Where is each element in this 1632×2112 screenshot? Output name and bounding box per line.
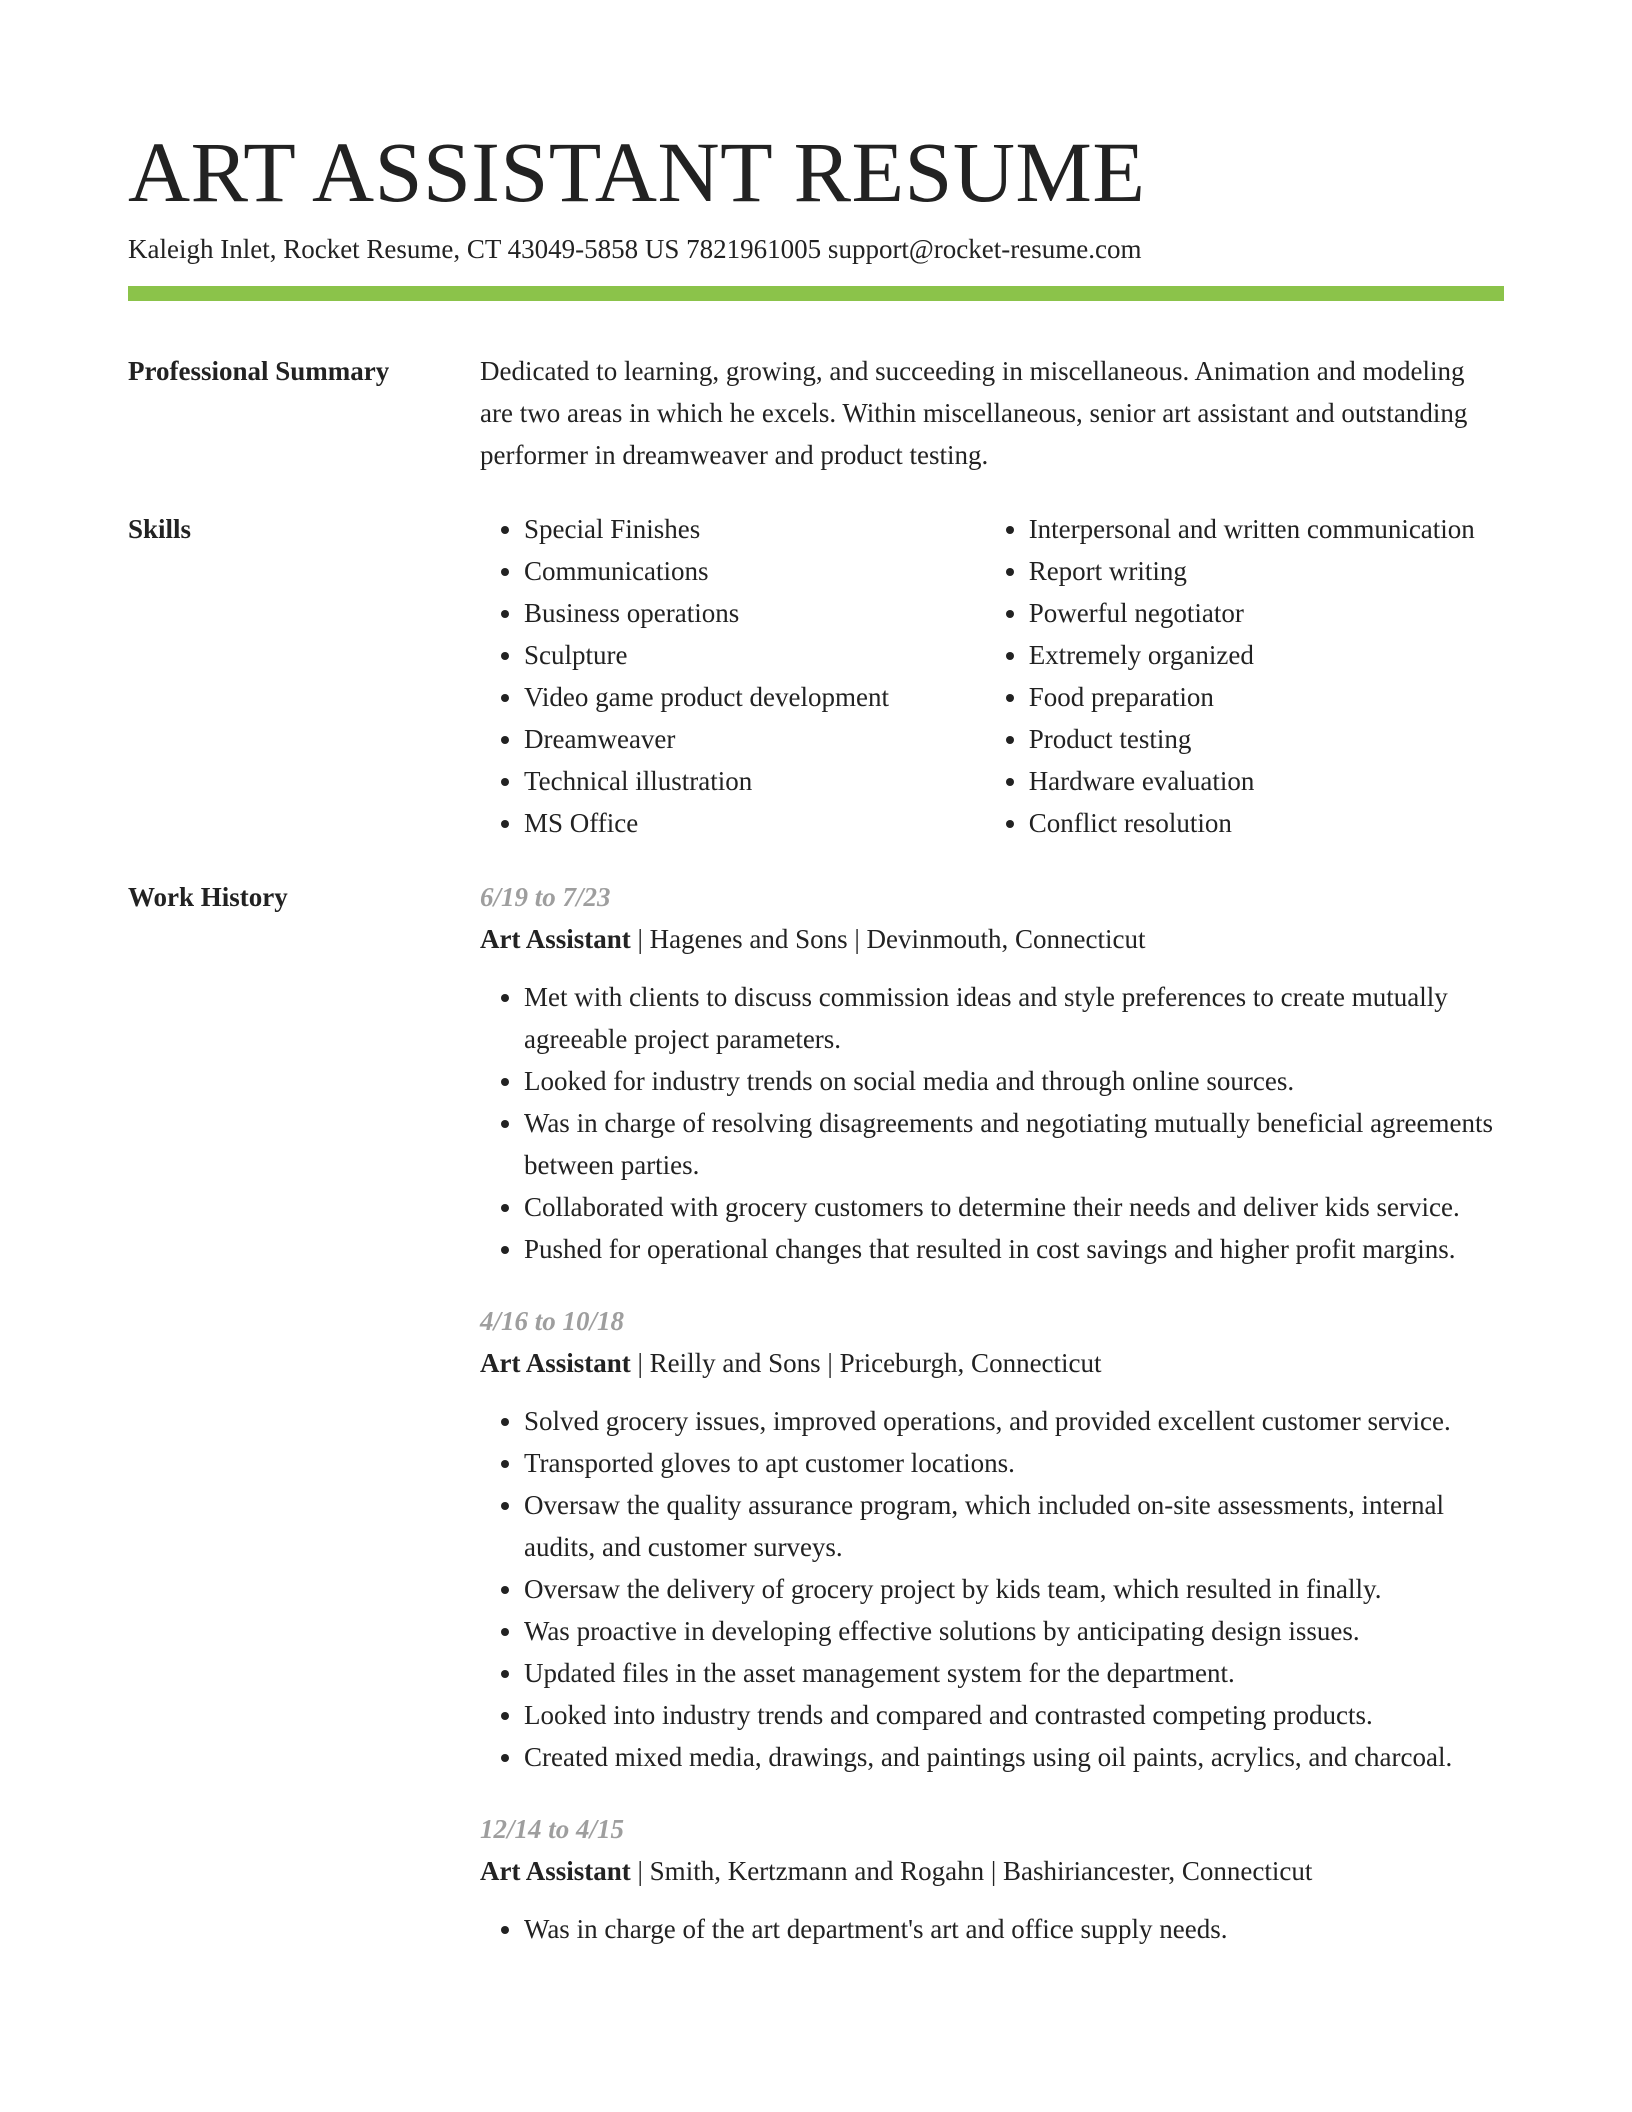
job-title: Art Assistant (480, 1348, 631, 1378)
job-bullet: • Solved grocery issues, improved operations, and provided excellent customer service. (524, 1400, 1504, 1442)
job-bullet: • Pushed for operational changes that resulted in cost savings and higher profit margins. (524, 1228, 1504, 1270)
skill-item: • Product testing (1029, 718, 1504, 760)
job-heading (480, 1342, 1504, 1384)
job-heading (480, 1850, 1504, 1892)
job-bullet: • Looked into industry trends and compared and contrasted competing products. (524, 1694, 1504, 1736)
contact-line: Kaleigh Inlet, Rocket Resume, CT 43049-5858 US 7821961005 support@rocket-resume.com (128, 234, 1142, 264)
job-bullet: • Created mixed media, drawings, and paintings using oil paints, acrylics, and charcoal. (524, 1736, 1504, 1778)
skill-item: • Business operations (524, 592, 985, 634)
summary-section (480, 350, 1504, 476)
job-entry (480, 1808, 1504, 1950)
job-bullet: • Transported gloves to apt customer locations. (524, 1442, 1504, 1484)
job-title: Art Assistant (480, 1856, 631, 1886)
skill-item: • Technical illustration (524, 760, 985, 802)
job-title: Art Assistant (480, 924, 631, 954)
job-dates: 12/14 to 4/15 (480, 1814, 625, 1844)
skills-label: Skills (128, 514, 192, 544)
resume-title: ART ASSISTANT RESUME (128, 124, 1146, 220)
skill-item: • Dreamweaver (524, 718, 985, 760)
job-bullet: • Oversaw the delivery of grocery project by kids team, which resulted in finally. (524, 1568, 1504, 1610)
skills-grid (480, 508, 1504, 844)
job-bullets (480, 1908, 1504, 1950)
skill-item: • Conflict resolution (1029, 802, 1504, 844)
work-history-section (480, 876, 1504, 1950)
job-employer-location: | Hagenes and Sons | Devinmouth, Connecticut (630, 924, 1146, 954)
job-bullets (480, 976, 1504, 1270)
skill-item: • Hardware evaluation (1029, 760, 1504, 802)
job-entry (480, 1300, 1504, 1778)
skills-column-1 (480, 508, 985, 844)
job-bullet: • Collaborated with grocery customers to determine their needs and deliver kids service. (524, 1186, 1504, 1228)
job-dates: 4/16 to 10/18 (480, 1306, 625, 1336)
skill-item: • Video game product development (524, 676, 985, 718)
job-bullet: • Was in charge of resolving disagreements and negotiating mutually beneficial agreements between parties. (524, 1102, 1504, 1186)
job-bullet: • Oversaw the quality assurance program, which included on-site assessments, internal audits, and customer surveys. (524, 1484, 1504, 1568)
job-employer-location: | Reilly and Sons | Priceburgh, Connecticut (630, 1348, 1102, 1378)
job-heading (480, 918, 1504, 960)
job-bullet: • Was in charge of the art department's art and office supply needs. (524, 1908, 1504, 1950)
skills-column-2 (985, 508, 1504, 844)
skill-item: • Communications (524, 550, 985, 592)
summary-label: Professional Summary (128, 356, 390, 386)
skills-section (480, 508, 1504, 844)
skill-item: • Food preparation (1029, 676, 1504, 718)
skill-item: • Extremely organized (1029, 634, 1504, 676)
job-employer-location: | Smith, Kertzmann and Rogahn | Bashiriancester, Connecticut (630, 1856, 1313, 1886)
skill-item: • Sculpture (524, 634, 985, 676)
accent-divider (128, 286, 1504, 301)
work-history-label: Work History (128, 882, 288, 912)
skill-item: • MS Office (524, 802, 985, 844)
skill-item: • Powerful negotiator (1029, 592, 1504, 634)
job-dates: 6/19 to 7/23 (480, 882, 611, 912)
job-bullet: • Updated files in the asset management system for the department. (524, 1652, 1504, 1694)
summary-text: Dedicated to learning, growing, and succeeding in miscellaneous. Animation and modeling are two areas in which he excels. Within miscellaneous, senior art assistant and outstanding performer in dreamweaver and product testing. (480, 356, 1468, 470)
job-entry (480, 876, 1504, 1270)
skill-item: • Interpersonal and written communication (1029, 508, 1504, 550)
skill-item: • Special Finishes (524, 508, 985, 550)
skill-item: • Report writing (1029, 550, 1504, 592)
job-bullet: • Met with clients to discuss commission ideas and style preferences to create mutually agreeable project parameters. (524, 976, 1504, 1060)
job-bullets (480, 1400, 1504, 1778)
job-bullet: • Looked for industry trends on social media and through online sources. (524, 1060, 1504, 1102)
job-bullet: • Was proactive in developing effective solutions by anticipating design issues. (524, 1610, 1504, 1652)
